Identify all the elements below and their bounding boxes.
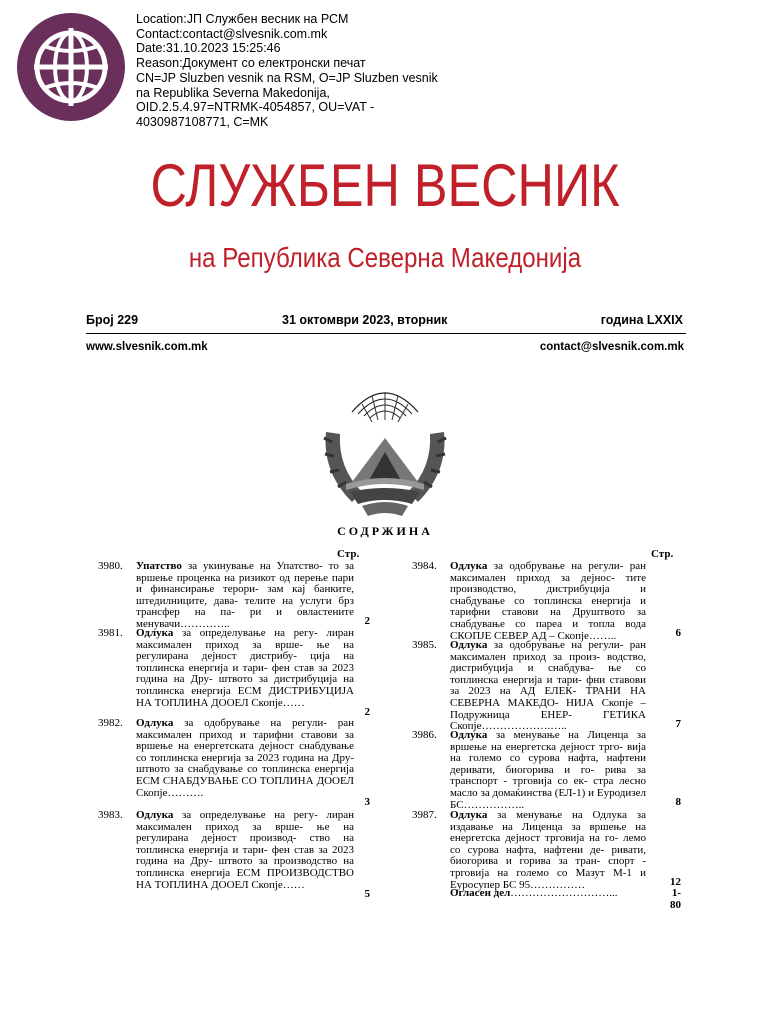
signature-line: Reason:Документ со електронски печат	[136, 56, 366, 71]
entry-text	[450, 730, 646, 811]
entry-page: 8	[675, 796, 681, 808]
entry-number: 3984.	[412, 560, 437, 572]
entry-text	[450, 561, 646, 642]
entry-description: за определување на регу- лиран максимален приход за врше- ње на регулирана дејност дистрибу- ција на топлинска енергија и тари- фен став за 2023 година на Дру- штвото за дистрибуција на топлинска енергија ЕСМ ДИСТРИБУЦИЈА НА ТОПЛИНА ДООЕЛ Скопје……	[136, 627, 354, 709]
entry-type: Одлука	[136, 809, 174, 821]
signature-line: OID.2.5.4.97=NTRMK-4054857, OU=VAT -	[136, 100, 375, 115]
entry-text	[450, 810, 646, 891]
signature-line: na Republika Severna Makedonija,	[136, 85, 330, 100]
masthead-title: СЛУЖБЕН ВЕСНИК	[150, 152, 620, 219]
entry-type: Одлука	[136, 627, 174, 639]
entry-description: за одобрување на регули- ран максимален приход за произ- водство, дистрибуција и снабдува- ње со топлинска енергија и тари- фни ставови за 2023 на АД ЕЛЕК- ТРАНИ НА СЕВЕРНА МАКЕДО- НИЈА Скопје – Подружница ЕНЕР- ГЕТИКА Скопје……………….…..	[450, 639, 646, 733]
entry-text	[450, 640, 646, 733]
entry-page: 7	[675, 718, 681, 730]
entry-number: 3987.	[412, 809, 437, 821]
entry-page: 1-80	[670, 887, 681, 911]
entry-number: 3982.	[98, 717, 123, 729]
entry-page: 12	[670, 876, 681, 888]
contents-heading: СОДРЖИНА	[337, 524, 433, 538]
page-column-label: Стр.	[651, 548, 674, 560]
page-column-label: Стр.	[337, 548, 360, 560]
entry-description: за одобрување на регули- ран максимален приход за дејнос- тите производство, дистрибуција и снабдување со топлинска енергија и тарифни ставови на Друштвото за снабдување со пареа и топла вода СКОПЈЕ СЕВЕР АД – Скопје……..	[450, 560, 646, 642]
issue-number: Број 229	[86, 313, 139, 327]
entry-description: за менување на Лиценца за вршење на енергетска дејност трго- вија на големо со сурова нафта, нафтени деривати, биогорива и го- рива за транспорт - трговија со ек- стра лесно масло за домаќинства (ЕЛ-1) и Еуродизел БС……………..	[450, 729, 646, 811]
entry-number: 3986.	[412, 729, 437, 741]
entry-page: 5	[364, 888, 370, 900]
entry-text	[136, 718, 354, 799]
issue-year: година LXXIX	[600, 313, 683, 327]
entry-page: 3	[364, 796, 370, 808]
entry-type: Одлука	[450, 560, 488, 572]
entry-description: за укинување на Упатство- то за вршење проценка на ризикот од перење пари и финансирање терори- зам кај банките, штедилниците, дава- телите на услуги брз трансфер на па- ри и овластените менувачи…………..	[136, 560, 354, 630]
entry-number: 3983.	[98, 809, 123, 821]
entry-description: за определување на регу- лиран максимален приход за врше- ње на регулирана дејност производ- ство на топлинска енергија и тари- фен став за 2023 година на Дру- штвото за производство на топлинска енергија ЕСМ ПРОИЗВОДСТВО НА ТОПЛИНА ДООЕЛ Скопје……	[136, 809, 354, 891]
signature-line: 4030987108771, C=MK	[136, 114, 269, 129]
entry-text	[136, 561, 354, 631]
entry-type: Одлука	[450, 639, 488, 651]
signature-block	[136, 12, 476, 130]
entry-description: за одобрување на регули- ран максимален приход и тарифни ставови за вршење на енергетската дејност снабдување со топлинска енергија за 2023 година на Дру- штвото за снабдување со топлинска енергија ЕСМ СНАБДУВАЊЕ СО ТОПЛИНА ДООЕЛ Скопје……….	[136, 717, 354, 799]
issue-date: 31 октомври 2023, вторник	[282, 313, 448, 327]
email-link[interactable]: contact@slvesnik.com.mk	[539, 341, 684, 353]
entry-number: 3980.	[98, 560, 123, 572]
entry-number: 3981.	[98, 627, 123, 639]
entry-description: ………………………...	[510, 887, 618, 899]
state-emblem-icon	[312, 372, 458, 522]
entry-type: Одлука	[450, 809, 488, 821]
entry-type: Одлука	[136, 717, 174, 729]
entry-description: за менување на Одлука за издавање на Лиценца за вршење на енергетска дејност трговија на го- лемо со сурова нафта, нафтени де- ривати, биогорива и горива за тран- спорт - трговија на големо со Мазут М-1 и Еуросупер БС 95……………	[450, 809, 646, 891]
signature-line: Location:ЈП Службен весник на РСМ	[136, 12, 349, 26]
entry-number: 3985.	[412, 639, 437, 651]
entry-text	[136, 628, 354, 709]
entry-type: Огласен дел	[450, 887, 511, 899]
entry-page: 6	[675, 627, 681, 639]
masthead-subtitle: на Република Северна Македонија	[188, 242, 582, 273]
signature-line: CN=JP Sluzben vesnik na RSM, O=JP Sluzben vesnik	[136, 70, 438, 85]
signature-line: Contact:contact@slvesnik.com.mk	[136, 26, 328, 41]
divider	[86, 333, 686, 334]
entry-type: Упатство	[136, 560, 182, 572]
entry-page: 2	[364, 615, 370, 627]
globe-logo-icon	[14, 10, 128, 124]
signature-line: Date:31.10.2023 15:25:46	[136, 41, 281, 56]
website-link[interactable]: www.slvesnik.com.mk	[86, 341, 208, 353]
entry-page: 2	[364, 706, 370, 718]
entry-type: Одлука	[450, 729, 488, 741]
entry-text	[136, 810, 354, 891]
entry-text	[450, 888, 646, 900]
